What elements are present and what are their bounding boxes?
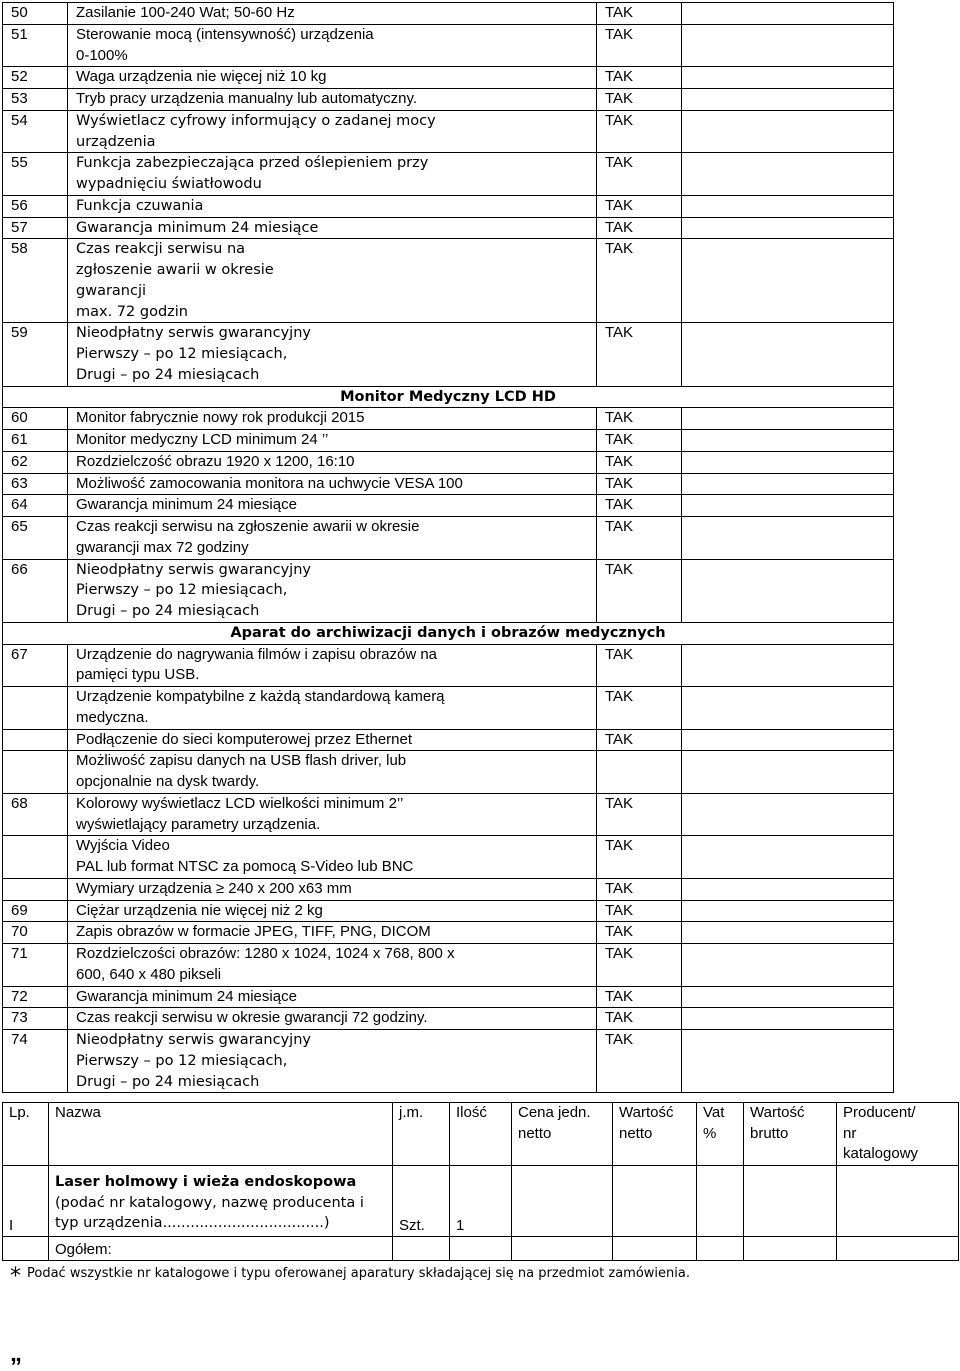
spec-row-required-value: TAK xyxy=(597,922,682,944)
footnote-asterisk: * xyxy=(10,1264,21,1289)
spec-row-number: 64 xyxy=(3,495,68,517)
spec-row xyxy=(3,24,894,67)
spec-row-number: 68 xyxy=(3,793,68,836)
total-net-value-cell xyxy=(613,1237,697,1261)
spec-row xyxy=(3,751,894,794)
spec-row xyxy=(3,517,894,560)
header-quantity: Ilość xyxy=(450,1103,512,1166)
spec-row-description xyxy=(68,751,597,794)
spec-row-description xyxy=(68,1008,597,1030)
item-quantity: 1 xyxy=(450,1166,512,1237)
description-line: Zapis obrazów w formacie JPEG, TIFF, PNG, DICOM xyxy=(76,923,431,941)
description-line: Zasilanie 100-240 Wat; 50-60 Hz xyxy=(76,4,295,21)
spec-row xyxy=(3,878,894,900)
header-gross-value: Wartość brutto xyxy=(744,1103,837,1166)
spec-row-offered-cell xyxy=(682,67,894,89)
spec-row-description xyxy=(68,900,597,922)
description-line: Rozdzielczość obrazu 1920 x 1200, 16:10 xyxy=(76,452,355,470)
spec-row-offered-cell xyxy=(682,900,894,922)
spec-row-description xyxy=(68,89,597,111)
description-line: Urządzenie do nagrywania filmów i zapisu obrazów na xyxy=(76,645,438,663)
spec-row-required-value: TAK xyxy=(597,793,682,836)
spec-row-required-value: TAK xyxy=(597,986,682,1008)
spec-row-offered-cell xyxy=(682,944,894,987)
spec-row xyxy=(3,67,894,89)
spec-row-offered-cell xyxy=(682,430,894,452)
spec-row-offered-cell xyxy=(682,323,894,386)
spec-row-number: 65 xyxy=(3,517,68,560)
description-line: Pierwszy – po 12 miesiącach, xyxy=(76,582,288,599)
spec-row xyxy=(3,559,894,622)
spec-row-number: 66 xyxy=(3,559,68,622)
spec-row-description xyxy=(68,687,597,730)
header-name: Nazwa xyxy=(49,1103,393,1166)
spec-row-offered-cell xyxy=(682,986,894,1008)
spec-row xyxy=(3,451,894,473)
spec-row-required-value: TAK xyxy=(597,687,682,730)
spec-row-required-value: TAK xyxy=(597,451,682,473)
spec-row-description xyxy=(68,729,597,751)
header-unit-price: Cena jedn. netto xyxy=(512,1103,613,1166)
section-title: Monitor Medyczny LCD HD xyxy=(3,386,894,408)
spec-row xyxy=(3,944,894,987)
spec-row-number: 52 xyxy=(3,67,68,89)
total-vat-cell xyxy=(697,1237,744,1261)
spec-row-offered-cell xyxy=(682,751,894,794)
description-line: PAL lub format NTSC za pomocą S-Video lub BNC xyxy=(76,858,414,875)
spec-row-number: 69 xyxy=(3,900,68,922)
spec-row-offered-cell xyxy=(682,922,894,944)
spec-row-required-value xyxy=(597,751,682,794)
spec-row xyxy=(3,323,894,386)
description-line: Wyświetlacz cyfrowy informujący o zadanej mocy xyxy=(76,112,436,129)
spec-row xyxy=(3,1030,894,1093)
description-line: Pierwszy – po 12 miesiącach, xyxy=(76,1052,288,1069)
spec-row-offered-cell xyxy=(682,451,894,473)
spec-row-required-value: TAK xyxy=(597,900,682,922)
description-line: medyczna. xyxy=(76,708,149,726)
description-line: gwarancji xyxy=(76,282,147,299)
total-qty-cell xyxy=(450,1237,512,1261)
spec-row-number: 59 xyxy=(3,323,68,386)
item-producer-cell xyxy=(837,1166,959,1237)
spec-row-description xyxy=(68,473,597,495)
spec-row-description xyxy=(68,644,597,687)
spec-row-offered-cell xyxy=(682,217,894,239)
spec-row-description xyxy=(68,1030,597,1093)
spec-row xyxy=(3,986,894,1008)
description-line: opcjonalnie na dysk twardy. xyxy=(76,773,260,790)
spec-row-required-value: TAK xyxy=(597,195,682,217)
spec-row-offered-cell xyxy=(682,793,894,836)
spec-row xyxy=(3,922,894,944)
header-producer: Producent/ nr katalogowy xyxy=(837,1103,959,1166)
spec-row-required-value: TAK xyxy=(597,729,682,751)
spec-row xyxy=(3,3,894,25)
spec-row xyxy=(3,239,894,323)
item-gross-value-cell xyxy=(744,1166,837,1237)
item-name: Laser holmowy i wieża endoskopowa (podać nr katalogowy, nazwę producenta i typ urządzenia...................................) xyxy=(49,1166,393,1237)
description-line: wyświetlający parametry urządzenia. xyxy=(76,815,321,833)
spec-row xyxy=(3,153,894,196)
header-unit: j.m. xyxy=(393,1103,450,1166)
description-line: Wyjścia Video xyxy=(76,837,170,855)
spec-row xyxy=(3,495,894,517)
description-line: 0-100% xyxy=(76,46,128,64)
specification-table xyxy=(2,2,894,1093)
spec-row-description xyxy=(68,323,597,386)
description-line: Nieodpłatny serwis gwarancyjny xyxy=(76,1032,311,1048)
description-line: Gwarancja minimum 24 miesiące xyxy=(76,987,297,1005)
description-line: Nieodpłatny serwis gwarancyjny xyxy=(76,561,311,578)
spec-row-number: 62 xyxy=(3,451,68,473)
spec-row-number: 51 xyxy=(3,24,68,67)
spec-row-description xyxy=(68,408,597,430)
spec-row xyxy=(3,408,894,430)
description-line: urządzenia xyxy=(76,133,156,150)
spec-row-number: 74 xyxy=(3,1030,68,1093)
spec-row-required-value: TAK xyxy=(597,3,682,25)
spec-row-description xyxy=(68,836,597,879)
spec-row-offered-cell xyxy=(682,1030,894,1093)
description-line: Wymiary urządzenia ≥ 240 x 200 x63 mm xyxy=(76,879,352,897)
description-line: Rozdzielczości obrazów: 1280 x 1024, 1024 x 768, 800 x xyxy=(76,945,455,962)
description-line: Czas reakcji serwisu w okresie gwarancji 72 godziny. xyxy=(76,1009,428,1027)
description-line: Czas reakcji serwisu na xyxy=(76,241,246,258)
description-line: max. 72 godzin xyxy=(76,303,188,320)
spec-row-number: 60 xyxy=(3,408,68,430)
spec-row-offered-cell xyxy=(682,110,894,153)
section-header-row xyxy=(3,622,894,644)
spec-row-required-value: TAK xyxy=(597,495,682,517)
spec-row-offered-cell xyxy=(682,89,894,111)
spec-row xyxy=(3,195,894,217)
spec-row xyxy=(3,89,894,111)
description-line: Funkcja czuwania xyxy=(76,197,204,214)
spec-row-offered-cell xyxy=(682,195,894,217)
description-line: Możliwość zamocowania monitora na uchwycie VESA 100 xyxy=(76,474,463,492)
spec-row-description xyxy=(68,451,597,473)
spec-row-description xyxy=(68,3,597,25)
description-line: wypadnięciu światłowodu xyxy=(76,176,262,192)
spec-row-number: 73 xyxy=(3,1008,68,1030)
spec-row-offered-cell xyxy=(682,687,894,730)
spec-row xyxy=(3,644,894,687)
spec-row-required-value: TAK xyxy=(597,408,682,430)
spec-row-required-value: TAK xyxy=(597,217,682,239)
spec-row-offered-cell xyxy=(682,495,894,517)
description-line: Nieodpłatny serwis gwarancyjny xyxy=(76,325,311,342)
description-line: Drugi – po 24 miesiącach xyxy=(76,603,260,619)
spec-row-number xyxy=(3,878,68,900)
spec-row-offered-cell xyxy=(682,239,894,323)
spec-row-required-value: TAK xyxy=(597,836,682,879)
description-line: Kolorowy wyświetlacz LCD wielkości minimum 2’’ xyxy=(76,794,404,812)
spec-row-description xyxy=(68,110,597,153)
spec-row-number: 72 xyxy=(3,986,68,1008)
description-line: Ciężar urządzenia nie więcej niż 2 kg xyxy=(76,901,323,919)
spec-row-number: 56 xyxy=(3,195,68,217)
spec-row-description xyxy=(68,430,597,452)
spec-row-number xyxy=(3,687,68,730)
trailing-quote-mark: „ xyxy=(10,1340,22,1367)
spec-row-required-value: TAK xyxy=(597,153,682,196)
spec-row-number: 55 xyxy=(3,153,68,196)
spec-row-number: 61 xyxy=(3,430,68,452)
description-line: 600, 640 x 480 pikseli xyxy=(76,965,222,983)
spec-row-offered-cell xyxy=(682,878,894,900)
footnote-text: Podać wszystkie nr katalogowe i typu oferowanej aparatury składającej się na przedmiot zamówienia. xyxy=(27,1266,690,1281)
total-unit-cell xyxy=(393,1237,450,1261)
spec-row-number: 53 xyxy=(3,89,68,111)
description-line: Drugi – po 24 miesiącach xyxy=(76,366,260,383)
spec-row xyxy=(3,900,894,922)
spec-row-required-value: TAK xyxy=(597,878,682,900)
spec-row-required-value: TAK xyxy=(597,559,682,622)
spec-row-description xyxy=(68,153,597,196)
description-line: Czas reakcji serwisu na zgłoszenie awarii w okresie xyxy=(76,518,420,535)
description-line: Sterowanie mocą (intensywność) urządzenia xyxy=(76,25,374,43)
header-net-value: Wartość netto xyxy=(613,1103,697,1166)
spec-row-number: 67 xyxy=(3,644,68,687)
header-vat: Vat % xyxy=(697,1103,744,1166)
total-label: Ogółem: xyxy=(49,1237,393,1261)
spec-row-required-value: TAK xyxy=(597,24,682,67)
spec-row xyxy=(3,793,894,836)
spec-row-number: 58 xyxy=(3,239,68,323)
spec-row-required-value: TAK xyxy=(597,110,682,153)
spec-row xyxy=(3,729,894,751)
description-line: Funkcja zabezpieczająca przed oślepieniem przy xyxy=(76,155,429,172)
cost-item-row xyxy=(3,1166,959,1237)
spec-row-required-value: TAK xyxy=(597,1008,682,1030)
description-line: Tryb pracy urządzenia manualny lub automatyczny. xyxy=(76,90,417,107)
spec-row-offered-cell xyxy=(682,3,894,25)
spec-row-required-value: TAK xyxy=(597,89,682,111)
spec-row-offered-cell xyxy=(682,729,894,751)
cost-table xyxy=(2,1102,959,1261)
item-net-value-cell xyxy=(613,1166,697,1237)
total-lp-cell xyxy=(3,1237,49,1261)
description-line: Waga urządzenia nie więcej niż 10 kg xyxy=(76,68,327,86)
spec-row-required-value: TAK xyxy=(597,944,682,987)
cost-header-row xyxy=(3,1103,959,1166)
spec-row-number: 54 xyxy=(3,110,68,153)
spec-row-description xyxy=(68,559,597,622)
description-line: Możliwość zapisu danych na USB flash driver, lub xyxy=(76,752,407,770)
spec-row-description xyxy=(68,517,597,560)
spec-row-required-value: TAK xyxy=(597,67,682,89)
cost-total-row xyxy=(3,1237,959,1261)
spec-row-offered-cell xyxy=(682,559,894,622)
spec-row-offered-cell xyxy=(682,473,894,495)
spec-row-offered-cell xyxy=(682,836,894,879)
spec-row-number xyxy=(3,751,68,794)
spec-row xyxy=(3,687,894,730)
section-title: Aparat do archiwizacji danych i obrazów medycznych xyxy=(3,622,894,644)
description-line: Monitor fabrycznie nowy rok produkcji 2015 xyxy=(76,409,365,427)
spec-row xyxy=(3,430,894,452)
spec-row-required-value: TAK xyxy=(597,239,682,323)
spec-row-number xyxy=(3,836,68,879)
spec-row-description xyxy=(68,793,597,836)
spec-row xyxy=(3,473,894,495)
header-lp: Lp. xyxy=(3,1103,49,1166)
item-unit-price-cell xyxy=(512,1166,613,1237)
description-line: Urządzenie kompatybilne z każdą standardową kamerą xyxy=(76,688,445,705)
spec-row-offered-cell xyxy=(682,153,894,196)
spec-row-required-value: TAK xyxy=(597,1030,682,1093)
spec-row-description xyxy=(68,67,597,89)
description-line: gwarancji max 72 godziny xyxy=(76,538,249,556)
description-line: Drugi – po 24 miesiącach xyxy=(76,1073,260,1090)
spec-row-description xyxy=(68,24,597,67)
spec-row-offered-cell xyxy=(682,24,894,67)
spec-row-offered-cell xyxy=(682,408,894,430)
description-line: zgłoszenie awarii w okresie xyxy=(76,262,274,278)
footnote xyxy=(10,1264,690,1289)
item-vat-cell xyxy=(697,1166,744,1237)
spec-row-offered-cell xyxy=(682,517,894,560)
spec-row xyxy=(3,836,894,879)
spec-row-number: 50 xyxy=(3,3,68,25)
spec-row-offered-cell xyxy=(682,1008,894,1030)
spec-row-description xyxy=(68,922,597,944)
spec-row-required-value: TAK xyxy=(597,323,682,386)
total-unit-price-cell xyxy=(512,1237,613,1261)
spec-row-required-value: TAK xyxy=(597,644,682,687)
description-line: Gwarancja minimum 24 miesiące xyxy=(76,496,297,514)
spec-row-number: 70 xyxy=(3,922,68,944)
spec-row xyxy=(3,110,894,153)
description-line: pamięci typu USB. xyxy=(76,666,200,684)
spec-row-description xyxy=(68,986,597,1008)
item-unit: Szt. xyxy=(393,1166,450,1237)
spec-row-required-value: TAK xyxy=(597,473,682,495)
description-line: Monitor medyczny LCD minimum 24 ’’ xyxy=(76,431,329,448)
spec-row-description xyxy=(68,239,597,323)
spec-row-number: 71 xyxy=(3,944,68,987)
spec-row xyxy=(3,217,894,239)
spec-row-offered-cell xyxy=(682,644,894,687)
spec-row-description xyxy=(68,195,597,217)
spec-row-number xyxy=(3,729,68,751)
section-header-row xyxy=(3,386,894,408)
spec-row-description xyxy=(68,944,597,987)
description-line: Gwarancja minimum 24 miesiące xyxy=(76,219,319,236)
spec-row-description xyxy=(68,217,597,239)
total-producer-cell xyxy=(837,1237,959,1261)
spec-row-number: 63 xyxy=(3,473,68,495)
item-lp: I xyxy=(3,1166,49,1237)
spec-row-number: 57 xyxy=(3,217,68,239)
spec-row-required-value: TAK xyxy=(597,517,682,560)
description-line: Pierwszy – po 12 miesiącach, xyxy=(76,346,288,362)
spec-row-required-value: TAK xyxy=(597,430,682,452)
total-gross-value-cell xyxy=(744,1237,837,1261)
spec-row-description xyxy=(68,878,597,900)
description-line: Podłączenie do sieci komputerowej przez Ethernet xyxy=(76,730,413,748)
spec-row-description xyxy=(68,495,597,517)
spec-row xyxy=(3,1008,894,1030)
